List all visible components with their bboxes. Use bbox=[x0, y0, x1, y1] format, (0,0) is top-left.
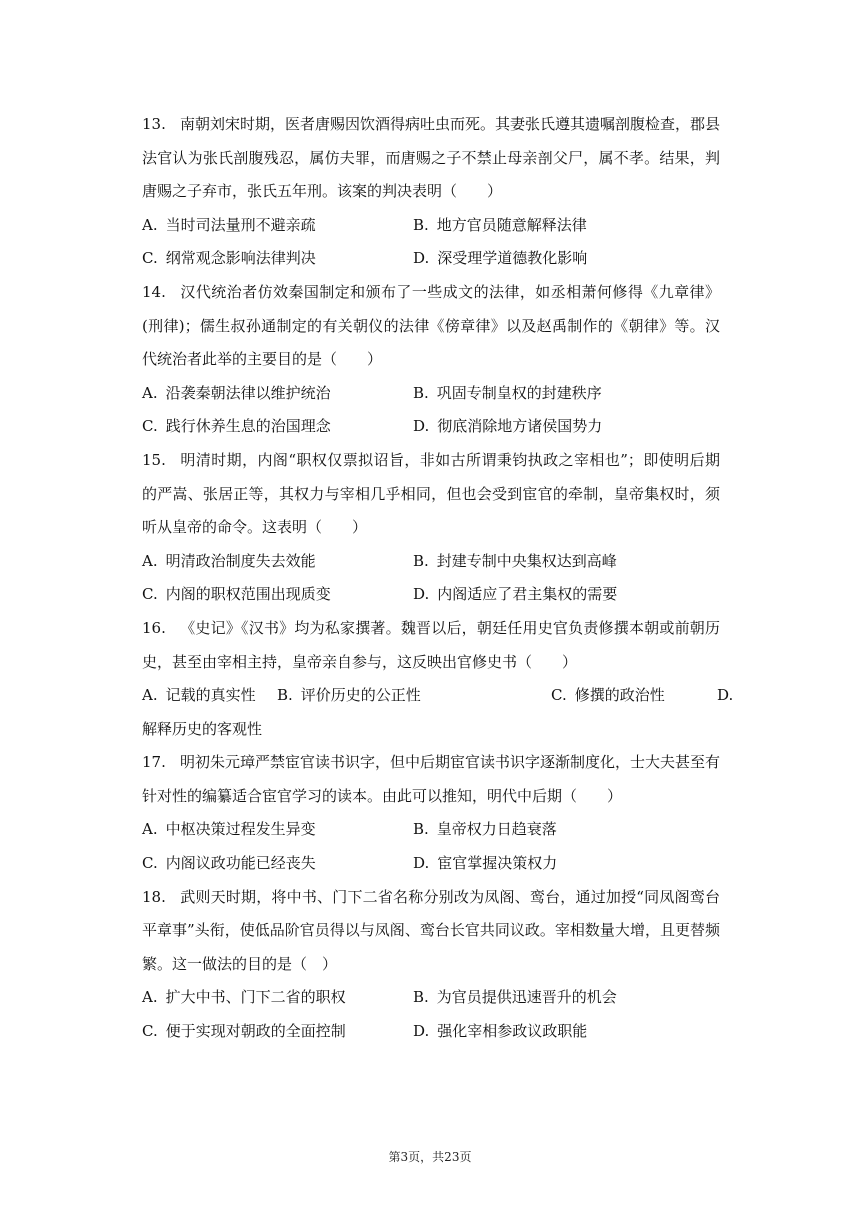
option-letter: B. bbox=[413, 551, 429, 570]
option-d[interactable] bbox=[413, 1015, 587, 1049]
option-letter: B. bbox=[413, 988, 429, 1007]
option-b[interactable] bbox=[277, 679, 421, 713]
option-text: 修撰的政治性 bbox=[574, 686, 665, 705]
option-c[interactable] bbox=[142, 1015, 413, 1049]
option-row bbox=[142, 578, 720, 612]
option-text: 彻底消除地方诸侯国势力 bbox=[437, 417, 603, 436]
question-number: 14. bbox=[142, 282, 166, 301]
question-stem bbox=[142, 746, 720, 813]
question-number: 18. bbox=[142, 887, 166, 906]
option-text: 封建专制中央集权达到高峰 bbox=[436, 551, 617, 570]
question-list bbox=[142, 108, 734, 1049]
option-text: 评价历史的公正性 bbox=[300, 686, 421, 705]
option-c[interactable] bbox=[142, 410, 413, 444]
question-number: 15. bbox=[142, 450, 166, 469]
page-footer bbox=[0, 1148, 860, 1165]
page-number-label: 第3页，共23页 bbox=[388, 1150, 472, 1164]
option-b[interactable] bbox=[413, 813, 557, 847]
option-text: 便于实现对朝政的全面控制 bbox=[165, 1022, 346, 1041]
question-number: 13. bbox=[142, 115, 166, 133]
option-letter: C. bbox=[142, 249, 158, 268]
option-d[interactable] bbox=[413, 578, 617, 612]
option-c[interactable] bbox=[551, 679, 665, 713]
option-letter: C. bbox=[551, 686, 567, 705]
option-row bbox=[142, 209, 720, 243]
question-15 bbox=[142, 444, 720, 612]
question-stem bbox=[142, 108, 720, 209]
option-a[interactable] bbox=[142, 377, 413, 411]
option-d[interactable] bbox=[413, 847, 557, 881]
option-a[interactable] bbox=[142, 813, 413, 847]
option-letter: C. bbox=[142, 585, 158, 604]
option-row bbox=[142, 410, 720, 444]
option-c[interactable] bbox=[142, 847, 413, 881]
option-text: 为官员提供迅速晋升的机会 bbox=[436, 988, 617, 1007]
question-18 bbox=[142, 881, 720, 1049]
option-text: 扩大中书、门下二省的职权 bbox=[165, 988, 346, 1007]
option-text: 中枢决策过程发生异变 bbox=[165, 820, 316, 839]
option-a[interactable] bbox=[142, 545, 413, 579]
question-stem bbox=[142, 612, 720, 679]
option-letter: A. bbox=[142, 820, 158, 839]
option-c[interactable] bbox=[142, 242, 413, 276]
question-17 bbox=[142, 746, 720, 880]
option-text: 内阁适应了君主集权的需要 bbox=[437, 585, 618, 604]
question-stem bbox=[142, 276, 720, 377]
option-b[interactable] bbox=[413, 545, 617, 579]
option-letter: A. bbox=[142, 686, 158, 705]
option-row bbox=[142, 679, 734, 713]
option-text: 宦官掌握决策权力 bbox=[437, 854, 558, 873]
option-letter: C. bbox=[142, 1022, 158, 1041]
question-text: 明初朱元璋严禁宦官读书识字，但中后期宦官读书识字逐渐制度化，士大夫甚至有针对性的编纂适合宦官学习的读本。由此可以推知，明代中后期（ ） bbox=[142, 753, 721, 805]
option-letter: D. bbox=[413, 585, 430, 604]
option-d[interactable] bbox=[413, 242, 587, 276]
option-letter: C. bbox=[142, 854, 158, 873]
option-text: 皇帝权力日趋衰落 bbox=[436, 820, 557, 839]
option-row bbox=[142, 1015, 720, 1049]
option-letter: B. bbox=[277, 686, 293, 705]
option-row bbox=[142, 713, 720, 747]
option-row bbox=[142, 242, 720, 276]
question-stem bbox=[142, 444, 720, 545]
option-row bbox=[142, 377, 720, 411]
option-text: 当时司法量刑不避亲疏 bbox=[165, 215, 316, 234]
option-d[interactable] bbox=[413, 410, 602, 444]
option-row bbox=[142, 545, 720, 579]
option-c[interactable] bbox=[142, 578, 413, 612]
question-stem bbox=[142, 881, 720, 982]
option-letter: A. bbox=[142, 383, 158, 402]
option-text: 内阁议政功能已经丧失 bbox=[165, 854, 316, 873]
question-number: 16. bbox=[142, 618, 166, 637]
question-text: 《史记》《汉书》均为私家撰著。魏晋以后，朝廷任用史官负责修撰本朝或前朝历史，甚至由宰相主持，皇帝亲自参与，这反映出官修史书（ ） bbox=[142, 618, 720, 671]
option-letter: C. bbox=[142, 417, 158, 436]
option-text: 明清政治制度失去效能 bbox=[165, 551, 316, 570]
option-d-text[interactable]: 解释历史的客观性 bbox=[142, 719, 263, 738]
option-text: 地方官员随意解释法律 bbox=[436, 215, 587, 234]
question-16 bbox=[142, 612, 734, 746]
option-letter: A. bbox=[142, 215, 158, 234]
option-text: 强化宰相参政议政职能 bbox=[437, 1022, 588, 1041]
option-letter: D. bbox=[413, 417, 430, 436]
option-a[interactable] bbox=[142, 209, 413, 243]
option-letter: D. bbox=[413, 249, 430, 268]
question-number: 17. bbox=[142, 753, 166, 772]
option-letter: D. bbox=[413, 1022, 430, 1041]
option-text: 巩固专制皇权的封建秩序 bbox=[436, 383, 602, 402]
question-text: 南朝刘宋时期，医者唐赐因饮酒得病吐虫而死。其妻张氏遵其遗嘱剖腹检查，郡县法官认为张氏剖腹残忍，属仿夫罪，而唐赐之子不禁止母亲剖父尸，属不孝。结果，判唐赐之子弃市，张氏五年刑。该案的判决表明（ ） bbox=[142, 115, 721, 201]
question-14 bbox=[142, 276, 720, 444]
option-text: 深受理学道德教化影响 bbox=[437, 249, 588, 268]
option-a[interactable] bbox=[142, 679, 256, 713]
option-text: 纲常观念影响法律判决 bbox=[165, 249, 316, 268]
question-text: 明清时期，内阁“职权仅票拟诏旨，非如古所谓秉钧执政之宰相也”；即使明后期的严嵩、张居正等，其权力与宰相几乎相同，但也会受到宦官的牵制，皇帝集权时，须听从皇帝的命令。这表明（ ） bbox=[142, 450, 720, 537]
question-text: 汉代统治者仿效秦国制定和颁布了一些成文的法律，如丞相萧何修得《九章律》(刑律)；儒生叔孙通制定的有关朝仪的法律《傍章律》以及赵禹制作的《朝律》等。汉代统治者此举的主要目的是（ ） bbox=[142, 282, 720, 369]
option-text: 记载的真实性 bbox=[165, 686, 256, 705]
option-letter: B. bbox=[413, 820, 429, 839]
option-b[interactable] bbox=[413, 209, 587, 243]
option-letter: B. bbox=[413, 215, 429, 234]
option-b[interactable] bbox=[413, 981, 617, 1015]
option-letter: A. bbox=[142, 551, 158, 570]
option-text: 内阁的职权范围出现质变 bbox=[165, 585, 331, 604]
option-text: 践行休养生息的治国理念 bbox=[165, 417, 331, 436]
option-d-letter[interactable]: D. bbox=[717, 686, 734, 705]
option-row bbox=[142, 981, 720, 1015]
option-letter: D. bbox=[413, 854, 430, 873]
option-a[interactable] bbox=[142, 981, 413, 1015]
option-letter: B. bbox=[413, 383, 429, 402]
question-text: 武则天时期，将中书、门下二省名称分别改为凤阁、鸾台，通过加授“同凤阁鸾台平章事”头衔，使低品阶官员得以与凤阁、鸾台长官共同议政。宰相数量大增，且更替频繁。这一做法的目的是（ ） bbox=[142, 887, 720, 973]
option-letter: A. bbox=[142, 988, 158, 1007]
option-row bbox=[142, 813, 720, 847]
question-13 bbox=[142, 108, 720, 276]
option-text: 沿袭秦朝法律以维护统治 bbox=[165, 383, 331, 402]
option-row bbox=[142, 847, 720, 881]
option-b[interactable] bbox=[413, 377, 602, 411]
